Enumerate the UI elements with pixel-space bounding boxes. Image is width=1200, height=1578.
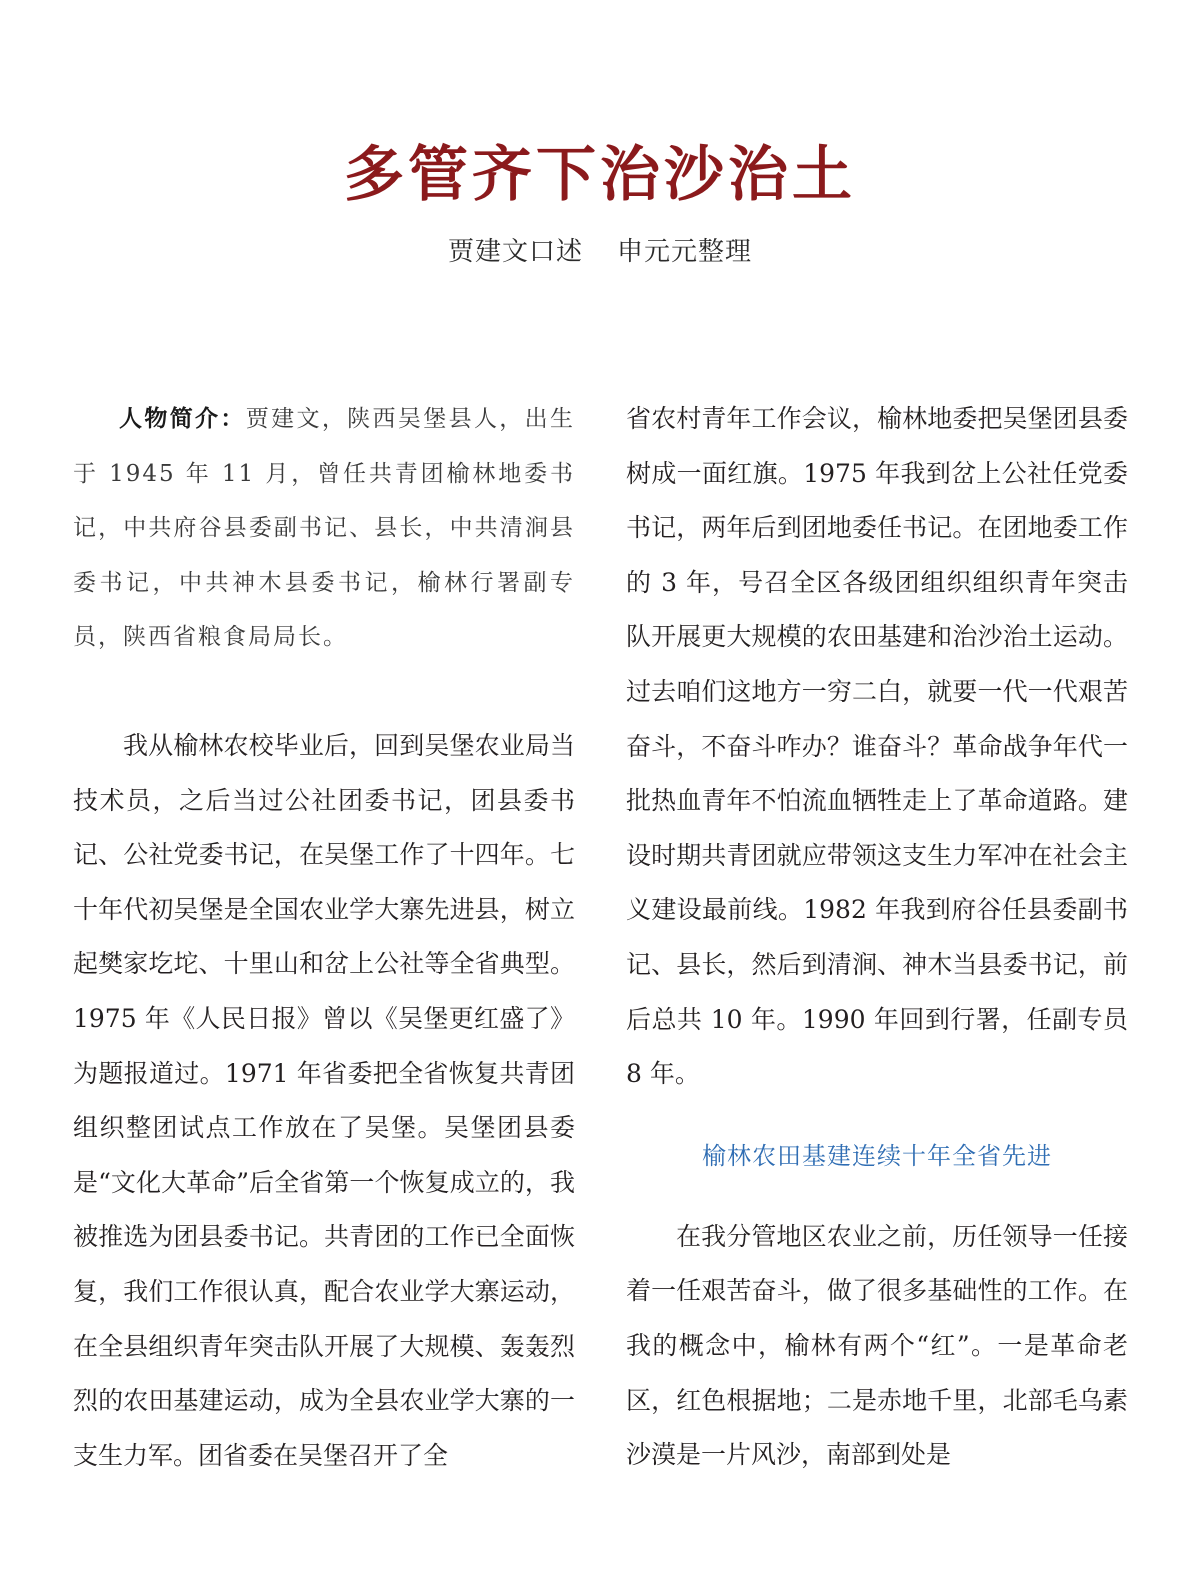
body-paragraph-2: 在我分管地区农业之前，历任领导一任接着一任艰苦奋斗，做了很多基础性的工作。在我的概念中，榆林有两个“红”。一是革命老区，红色根据地；二是赤地千里，北部毛乌素沙漠是一片风沙，南部到处是 bbox=[626, 1221, 1128, 1470]
author-bio bbox=[73, 392, 575, 665]
body-paragraph-1-continued: 省农村青年工作会议，榆林地委把吴堡团县委树成一面红旗。1975 年我到岔上公社任党委书记，两年后到团地委任书记。在团地委工作的 3 年，号召全区各级团组织组织青年突击队开展更大规模的农田基建和治沙治土运动。过去咱们这地方一穷二白，就要一代一代艰苦奋斗，不奋斗咋办？谁奋斗？革命战争年代一批热血青年不怕流血牺牲走上了革命道路。建设时期共青团就应带领这支生力军冲在社会主义建设最前线。1982 年我到府谷任县委副书记、县长，然后到清涧、神木当县委书记，前后总共 10 年。1990 年回到行署，任副专员 8 年。 bbox=[626, 404, 1128, 1089]
subheading-gap bbox=[626, 1182, 1128, 1210]
byline bbox=[0, 232, 1200, 272]
article-title: 多管齐下治沙治土 bbox=[344, 140, 856, 211]
section-gap bbox=[73, 665, 575, 719]
left-column bbox=[73, 392, 575, 1483]
byline-narrator: 贾建文口述 bbox=[447, 237, 583, 267]
bio-text: 贾建文，陕西吴堡县人，出生于 1945 年 11 月，曾任共青团榆林地委书记，中共府谷县委副书记、县长，中共清涧县委书记，中共神木县委书记，榆林行署副专员，陕西省粮食局局长。 bbox=[73, 406, 576, 651]
right-column bbox=[626, 392, 1128, 1483]
body-paragraph-1-start: 我从榆林农校毕业后，回到吴堡农业局当技术员，之后当过公社团委书记，团县委书记、公社党委书记，在吴堡工作了十四年。七十年代初吴堡是全国农业学大寨先进县，树立起樊家圪坨、十里山和岔上公社等全省典型。1975 年《人民日报》曾以《吴堡更红盛了》为题报道过。1971 年省委把全省恢复共青团组织整团试点工作放在了吴堡。吴堡团县委是“文化大革命”后全省第一个恢复成立的，我被推选为团县委书记。共青团的工作已全面恢复，我们工作很认真，配合农业学大寨运动，在全县组织青年突击队开展了大规模、轰轰烈烈的农田基建运动，成为全县农业学大寨的一支生力军。团省委在吴堡召开了全 bbox=[73, 730, 575, 1470]
section-subheading: 榆林农田基建连续十年全省先进 bbox=[702, 1141, 1052, 1170]
bio-label: 人物简介： bbox=[119, 406, 246, 432]
byline-editor: 申元元整理 bbox=[617, 237, 753, 267]
